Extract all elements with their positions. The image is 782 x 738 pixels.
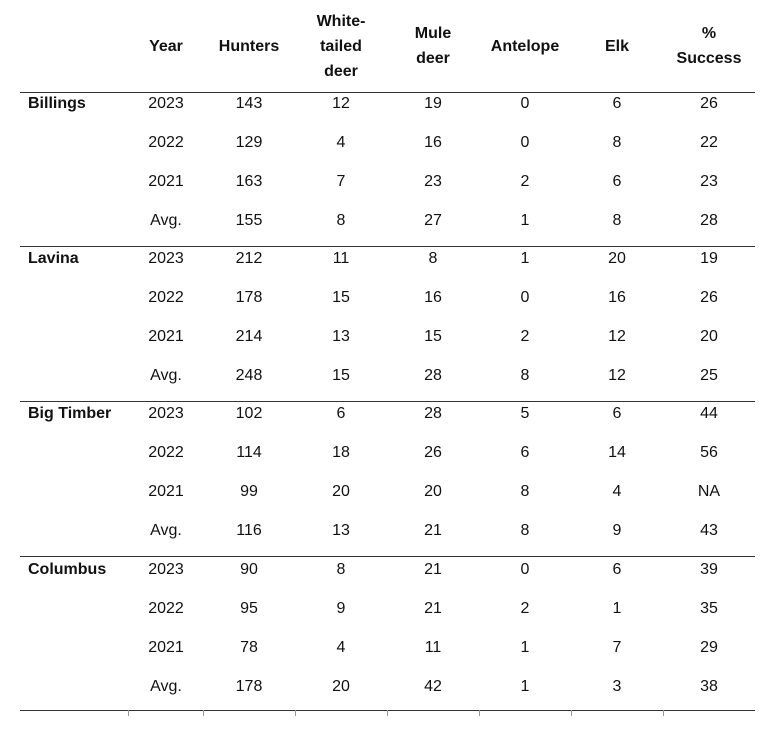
- table-cell: 143: [235, 95, 263, 112]
- table-cell: 1: [520, 678, 530, 695]
- table-cell: Avg.: [150, 212, 182, 229]
- column-header-1: Year: [149, 37, 183, 55]
- table-cell: 6: [612, 173, 622, 190]
- table-cell: 163: [235, 173, 263, 190]
- column-tick: [203, 710, 204, 716]
- table-cell: 56: [700, 444, 718, 461]
- table-cell: 178: [235, 289, 263, 306]
- table-cell: 29: [700, 639, 718, 656]
- table-cell: 18: [332, 444, 350, 461]
- table-cell: 8: [336, 212, 346, 229]
- table-cell: 116: [236, 522, 262, 539]
- table-cell: 7: [336, 173, 346, 190]
- table-cell: 12: [608, 367, 626, 384]
- table-cell: 214: [235, 328, 263, 345]
- table-cell: 2021: [148, 173, 184, 190]
- station-label: Big Timber: [28, 405, 112, 422]
- table-cell: 35: [700, 600, 718, 617]
- table-cell: 2021: [148, 639, 184, 656]
- table-cell: Avg.: [150, 367, 182, 384]
- table-cell: 178: [235, 678, 263, 695]
- table-rule: [20, 556, 755, 557]
- table-cell: 4: [336, 639, 346, 656]
- table-cell: 28: [424, 367, 442, 384]
- table-cell: 2021: [148, 483, 184, 500]
- table-cell: 5: [520, 405, 530, 422]
- station-label: Lavina: [28, 250, 79, 267]
- table-rule: [20, 246, 755, 247]
- table-cell: 4: [336, 134, 346, 151]
- table-cell: 2023: [148, 95, 184, 112]
- table-cell: 78: [240, 639, 258, 656]
- table-cell: 12: [332, 95, 350, 112]
- column-tick: [295, 710, 296, 716]
- table-cell: 21: [424, 561, 442, 578]
- table-cell: 248: [235, 367, 263, 384]
- table-cell: 38: [700, 678, 718, 695]
- column-tick: [663, 710, 664, 716]
- table-cell: 2023: [148, 405, 184, 422]
- column-tick: [128, 710, 129, 716]
- table-cell: 20: [332, 483, 350, 500]
- station-label: Billings: [28, 95, 86, 112]
- table-cell: 22: [700, 134, 718, 151]
- table-cell: 21: [424, 522, 442, 539]
- table-cell: 6: [612, 405, 622, 422]
- column-header-5: Antelope: [490, 37, 560, 55]
- table-cell: 19: [424, 95, 442, 112]
- table-cell: 13: [332, 328, 350, 345]
- table-cell: Avg.: [150, 678, 182, 695]
- table-cell: 2022: [148, 600, 184, 617]
- table-cell: 8: [520, 367, 530, 384]
- table-cell: 1: [520, 639, 530, 656]
- table-cell: 3: [612, 678, 622, 695]
- table-cell: 14: [608, 444, 626, 461]
- table-cell: 28: [700, 212, 718, 229]
- table-cell: 6: [612, 561, 622, 578]
- table-cell: 2023: [148, 250, 184, 267]
- table-cell: 8: [336, 561, 346, 578]
- table-cell: 15: [332, 367, 350, 384]
- table-cell: 9: [336, 600, 346, 617]
- column-header-3: White- tailed deer: [316, 12, 366, 80]
- table-cell: 19: [700, 250, 718, 267]
- table-cell: 99: [240, 483, 258, 500]
- table-cell: 2022: [148, 134, 184, 151]
- table-cell: 95: [240, 600, 258, 617]
- table-cell: 23: [700, 173, 718, 190]
- table-cell: 1: [520, 250, 530, 267]
- table-cell: 39: [700, 561, 718, 578]
- table-cell: 2023: [148, 561, 184, 578]
- column-header-4: Mule deer: [414, 25, 452, 67]
- table-cell: 8: [428, 250, 438, 267]
- table-cell: 0: [520, 134, 530, 151]
- table-cell: 155: [235, 212, 263, 229]
- table-cell: 43: [700, 522, 718, 539]
- column-tick: [571, 710, 572, 716]
- table-cell: 23: [424, 173, 442, 190]
- station-label: Columbus: [28, 561, 107, 578]
- column-header-7: % Success: [676, 25, 742, 67]
- table-cell: 20: [608, 250, 626, 267]
- table-cell: 28: [424, 405, 442, 422]
- table-cell: 11: [424, 639, 442, 656]
- table-cell: 6: [612, 95, 622, 112]
- table-cell: 1: [612, 600, 622, 617]
- table-cell: 0: [520, 95, 530, 112]
- table-cell: 16: [424, 134, 442, 151]
- table-cell: 8: [612, 134, 622, 151]
- table-cell: 15: [424, 328, 442, 345]
- table-cell: 1: [520, 212, 530, 229]
- table-cell: 26: [700, 289, 718, 306]
- table-cell: 7: [612, 639, 622, 656]
- table-rule: [20, 401, 755, 402]
- table-cell: 129: [235, 134, 263, 151]
- table-cell: 2022: [148, 289, 184, 306]
- table-cell: 16: [608, 289, 626, 306]
- table-cell: 2: [520, 600, 530, 617]
- table-cell: 20: [424, 483, 442, 500]
- table-cell: 8: [520, 522, 530, 539]
- table-cell: 4: [612, 483, 622, 500]
- table-cell: 27: [424, 212, 442, 229]
- table-cell: 12: [608, 328, 626, 345]
- table-cell: 26: [700, 95, 718, 112]
- table-cell: 16: [424, 289, 442, 306]
- table-cell: 2: [520, 328, 530, 345]
- table-cell: 2021: [148, 328, 184, 345]
- table-cell: 6: [336, 405, 346, 422]
- column-header-2: Hunters: [218, 37, 280, 55]
- table-cell: 212: [235, 250, 263, 267]
- table-cell: 114: [236, 444, 262, 461]
- table-cell: 8: [520, 483, 530, 500]
- table-cell: 2022: [148, 444, 184, 461]
- column-header-6: Elk: [604, 37, 629, 55]
- table-cell: 13: [332, 522, 350, 539]
- table-cell: 44: [700, 405, 718, 422]
- table-cell: 25: [700, 367, 718, 384]
- table-cell: 26: [424, 444, 442, 461]
- table-cell: 11: [332, 250, 350, 267]
- table-cell: 102: [235, 405, 263, 422]
- table-cell: 0: [520, 289, 530, 306]
- table-cell: 2: [520, 173, 530, 190]
- table-cell: NA: [697, 483, 721, 500]
- table-cell: 21: [424, 600, 442, 617]
- table-cell: 20: [700, 328, 718, 345]
- table-cell: 6: [520, 444, 530, 461]
- table-cell: 20: [332, 678, 350, 695]
- table-cell: 9: [612, 522, 622, 539]
- column-tick: [479, 710, 480, 716]
- table-cell: 8: [612, 212, 622, 229]
- column-tick: [387, 710, 388, 716]
- table-cell: 42: [424, 678, 442, 695]
- table-cell: 90: [240, 561, 258, 578]
- table-cell: 0: [520, 561, 530, 578]
- table-cell: 15: [332, 289, 350, 306]
- table-cell: Avg.: [150, 522, 182, 539]
